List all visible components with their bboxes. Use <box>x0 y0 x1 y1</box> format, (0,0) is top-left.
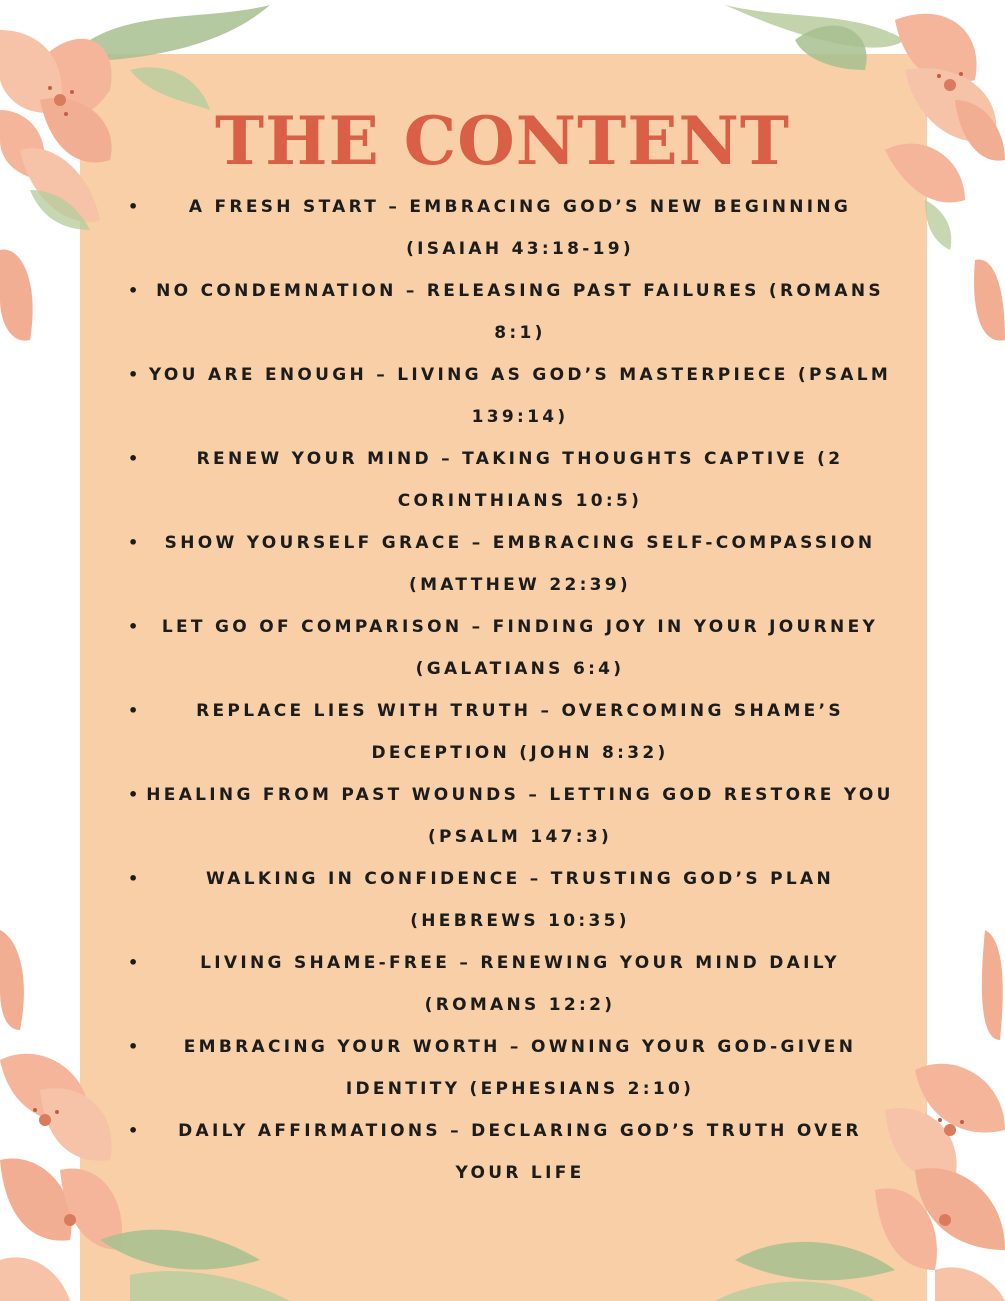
contents-item-text: HEALING FROM PAST WOUNDS – LETTING GOD RESTORE YOU (PSALM 147:3) <box>146 785 894 847</box>
contents-item-text: A FRESH START – EMBRACING GOD’S NEW BEGINNING (ISAIAH 43:18-19) <box>188 197 852 259</box>
contents-item-text: NO CONDEMNATION – RELEASING PAST FAILURES (ROMANS 8:1) <box>156 281 884 343</box>
bullet-icon: • <box>128 365 142 384</box>
bullet-icon: • <box>128 449 142 468</box>
contents-item-text: LIVING SHAME-FREE – RENEWING YOUR MIND DAILY (ROMANS 12:2) <box>200 953 840 1015</box>
contents-item <box>124 1026 894 1110</box>
contents-item <box>124 186 894 270</box>
contents-item-text: RENEW YOUR MIND – TAKING THOUGHTS CAPTIVE (2 CORINTHIANS 10:5) <box>196 449 844 511</box>
contents-item-text: YOU ARE ENOUGH – LIVING AS GOD’S MASTERPIECE (PSALM 139:14) <box>148 365 892 427</box>
contents-item-text: LET GO OF COMPARISON – FINDING JOY IN YOUR JOURNEY (GALATIANS 6:4) <box>161 617 879 679</box>
bullet-icon: • <box>128 533 142 552</box>
contents-item <box>124 1110 894 1194</box>
bullet-icon: • <box>128 1121 142 1140</box>
bullet-icon: • <box>128 617 142 636</box>
contents-item-text: WALKING IN CONFIDENCE – TRUSTING GOD’S PLAN (HEBREWS 10:35) <box>206 869 834 931</box>
contents-item <box>124 438 894 522</box>
contents-list <box>124 186 894 1194</box>
contents-item-text: SHOW YOURSELF GRACE – EMBRACING SELF-COMPASSION (MATTHEW 22:39) <box>164 533 876 595</box>
contents-item <box>124 270 894 354</box>
contents-item-text: DAILY AFFIRMATIONS – DECLARING GOD’S TRUTH OVER YOUR LIFE <box>178 1121 862 1183</box>
contents-item <box>124 522 894 606</box>
bullet-icon: • <box>128 197 142 216</box>
bullet-icon: • <box>128 869 142 888</box>
bullet-icon: • <box>128 953 142 972</box>
bullet-icon: • <box>128 785 142 804</box>
contents-item <box>124 690 894 774</box>
contents-item <box>124 774 894 858</box>
bullet-icon: • <box>128 701 142 720</box>
contents-item <box>124 606 894 690</box>
contents-item <box>124 942 894 1026</box>
bullet-icon: • <box>128 1037 142 1056</box>
contents-item-text: REPLACE LIES WITH TRUTH – OVERCOMING SHAME’S DECEPTION (JOHN 8:32) <box>196 701 844 763</box>
contents-item <box>124 354 894 438</box>
page-title: THE CONTENT <box>215 102 790 180</box>
contents-item-text: EMBRACING YOUR WORTH – OWNING YOUR GOD-GIVEN IDENTITY (EPHESIANS 2:10) <box>183 1037 857 1099</box>
contents-item <box>124 858 894 942</box>
bullet-icon: • <box>128 281 142 300</box>
